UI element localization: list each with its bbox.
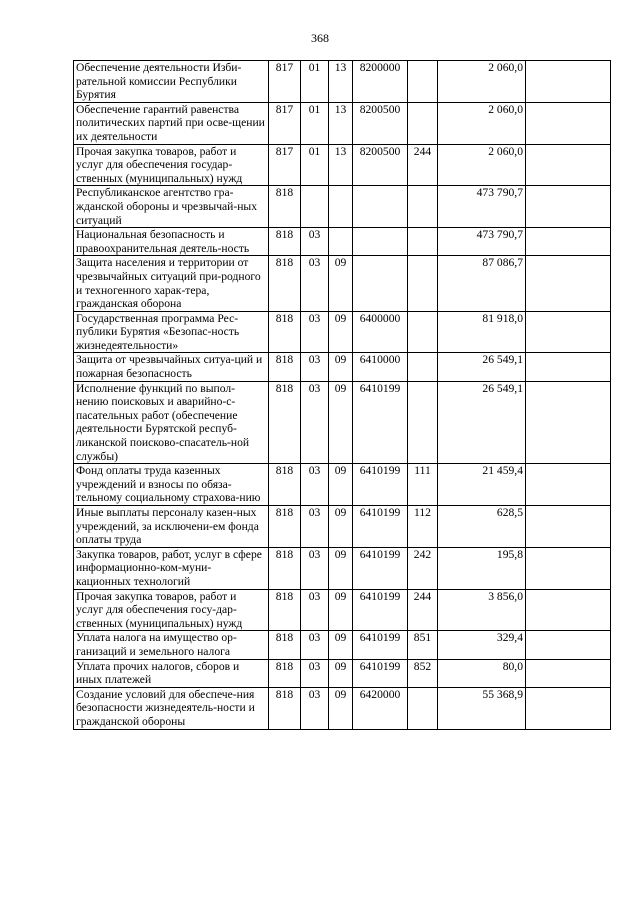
row-empty-cell	[526, 381, 611, 464]
table-row	[74, 228, 611, 256]
row-expense-type-cell: 112	[408, 506, 438, 548]
row-gr-code-cell: 818	[269, 547, 301, 589]
table-row	[74, 589, 611, 631]
row-section-code-cell: 03	[301, 464, 329, 506]
row-amount-cell: 2 060,0	[438, 102, 526, 144]
row-amount-cell: 55 368,9	[438, 687, 526, 729]
row-amount-cell: 195,8	[438, 547, 526, 589]
row-target-article-cell: 6400000	[353, 311, 408, 353]
row-expense-type-cell: 851	[408, 631, 438, 659]
row-expense-type-cell	[408, 186, 438, 228]
row-amount-cell: 21 459,4	[438, 464, 526, 506]
row-expense-type-cell	[408, 61, 438, 103]
row-empty-cell	[526, 353, 611, 381]
row-amount-cell: 87 086,7	[438, 256, 526, 311]
row-gr-code-cell: 818	[269, 687, 301, 729]
row-amount-cell: 329,4	[438, 631, 526, 659]
row-subsection-code-cell: 09	[329, 547, 353, 589]
row-name-cell: Уплата прочих налогов, сборов и иных платежей	[74, 659, 269, 687]
row-target-article-cell: 6410199	[353, 589, 408, 631]
row-gr-code-cell: 818	[269, 381, 301, 464]
row-target-article-cell: 6410199	[353, 381, 408, 464]
row-subsection-code-cell: 09	[329, 256, 353, 311]
row-name-cell: Прочая закупка товаров, работ и услуг для обеспечения госу-дар-ственных (муниципальных) нужд	[74, 589, 269, 631]
row-expense-type-cell	[408, 228, 438, 256]
row-section-code-cell: 03	[301, 311, 329, 353]
row-expense-type-cell: 242	[408, 547, 438, 589]
row-empty-cell	[526, 186, 611, 228]
row-name-cell: Создание условий для обеспече-ния безопасности жизнедеятель-ности и гражданской обороны	[74, 687, 269, 729]
row-target-article-cell: 6420000	[353, 687, 408, 729]
row-empty-cell	[526, 144, 611, 186]
row-name-cell: Обеспечение гарантий равенства политических партий при осве-щении их деятельности	[74, 102, 269, 144]
table-row	[74, 381, 611, 464]
row-section-code-cell: 03	[301, 228, 329, 256]
row-amount-cell: 26 549,1	[438, 353, 526, 381]
row-expense-type-cell: 111	[408, 464, 438, 506]
row-name-cell: Защита населения и территории от чрезвычайных ситуаций при-родного и техногенного харак-тера, гражданская оборона	[74, 256, 269, 311]
row-gr-code-cell: 818	[269, 256, 301, 311]
row-subsection-code-cell: 09	[329, 659, 353, 687]
table-row	[74, 144, 611, 186]
row-name-cell: Прочая закупка товаров, работ и услуг для обеспечения государ-ственных (муниципальных) нужд	[74, 144, 269, 186]
row-expense-type-cell	[408, 256, 438, 311]
table-row	[74, 506, 611, 548]
row-gr-code-cell: 817	[269, 144, 301, 186]
row-gr-code-cell: 817	[269, 61, 301, 103]
row-gr-code-cell: 818	[269, 506, 301, 548]
row-section-code-cell: 03	[301, 631, 329, 659]
row-name-cell: Обеспечение деятельности Изби-рательной комиссии Республики Бурятия	[74, 61, 269, 103]
row-name-cell: Уплата налога на имущество ор-ганизаций и земельного налога	[74, 631, 269, 659]
row-section-code-cell: 03	[301, 589, 329, 631]
table-row	[74, 687, 611, 729]
row-target-article-cell	[353, 228, 408, 256]
row-empty-cell	[526, 102, 611, 144]
row-expense-type-cell	[408, 311, 438, 353]
row-target-article-cell: 6410199	[353, 631, 408, 659]
row-target-article-cell: 8200500	[353, 102, 408, 144]
row-subsection-code-cell: 09	[329, 631, 353, 659]
row-gr-code-cell: 818	[269, 631, 301, 659]
row-amount-cell: 473 790,7	[438, 186, 526, 228]
row-gr-code-cell: 818	[269, 589, 301, 631]
table-row	[74, 464, 611, 506]
row-subsection-code-cell: 09	[329, 506, 353, 548]
row-gr-code-cell: 818	[269, 464, 301, 506]
row-subsection-code-cell	[329, 186, 353, 228]
row-gr-code-cell: 818	[269, 186, 301, 228]
row-name-cell: Фонд оплаты труда казенных учреждений и взносы по обяза-тельному социальному страхова-нию	[74, 464, 269, 506]
row-gr-code-cell: 818	[269, 353, 301, 381]
row-subsection-code-cell: 09	[329, 589, 353, 631]
table-row	[74, 311, 611, 353]
row-subsection-code-cell	[329, 228, 353, 256]
row-expense-type-cell	[408, 381, 438, 464]
row-empty-cell	[526, 256, 611, 311]
budget-table	[73, 60, 611, 730]
row-section-code-cell: 01	[301, 61, 329, 103]
row-gr-code-cell: 818	[269, 659, 301, 687]
row-section-code-cell: 03	[301, 547, 329, 589]
row-expense-type-cell: 244	[408, 589, 438, 631]
row-name-cell: Закупка товаров, работ, услуг в сфере информационно-ком-муни-кационных технологий	[74, 547, 269, 589]
row-name-cell: Национальная безопасность и правоохранительная деятель-ность	[74, 228, 269, 256]
row-name-cell: Защита от чрезвычайных ситуа-ций и пожарная безопасность	[74, 353, 269, 381]
table-row	[74, 186, 611, 228]
row-section-code-cell: 03	[301, 256, 329, 311]
row-gr-code-cell: 818	[269, 311, 301, 353]
table-row	[74, 256, 611, 311]
row-section-code-cell: 03	[301, 381, 329, 464]
row-section-code-cell: 03	[301, 506, 329, 548]
row-empty-cell	[526, 547, 611, 589]
row-empty-cell	[526, 589, 611, 631]
row-name-cell: Исполнение функций по выпол-нению поисковых и аварийно-с-пасательных работ (обеспечение деятельности Бурятской респуб-ликанской поисково-спасатель-ной службы)	[74, 381, 269, 464]
row-empty-cell	[526, 311, 611, 353]
row-empty-cell	[526, 464, 611, 506]
table-row	[74, 353, 611, 381]
row-target-article-cell: 8200000	[353, 61, 408, 103]
row-subsection-code-cell: 13	[329, 102, 353, 144]
row-expense-type-cell	[408, 102, 438, 144]
row-target-article-cell: 6410199	[353, 464, 408, 506]
row-amount-cell: 2 060,0	[438, 61, 526, 103]
row-section-code-cell: 01	[301, 144, 329, 186]
row-section-code-cell: 03	[301, 353, 329, 381]
page-number: 368	[311, 31, 329, 45]
row-expense-type-cell	[408, 353, 438, 381]
row-section-code-cell: 03	[301, 659, 329, 687]
row-target-article-cell: 6410199	[353, 659, 408, 687]
row-gr-code-cell: 817	[269, 102, 301, 144]
row-gr-code-cell: 818	[269, 228, 301, 256]
row-empty-cell	[526, 659, 611, 687]
row-empty-cell	[526, 631, 611, 659]
row-subsection-code-cell: 09	[329, 687, 353, 729]
table-row	[74, 61, 611, 103]
row-target-article-cell	[353, 256, 408, 311]
row-section-code-cell	[301, 186, 329, 228]
table-row	[74, 547, 611, 589]
row-target-article-cell: 8200500	[353, 144, 408, 186]
row-empty-cell	[526, 506, 611, 548]
row-section-code-cell: 03	[301, 687, 329, 729]
row-subsection-code-cell: 09	[329, 311, 353, 353]
row-name-cell: Республиканское агентство гра-жданской обороны и чрезвычай-ных ситуаций	[74, 186, 269, 228]
row-subsection-code-cell: 13	[329, 144, 353, 186]
row-expense-type-cell	[408, 687, 438, 729]
table-row	[74, 631, 611, 659]
row-section-code-cell: 01	[301, 102, 329, 144]
row-amount-cell: 80,0	[438, 659, 526, 687]
budget-table-body	[74, 61, 611, 730]
row-amount-cell: 473 790,7	[438, 228, 526, 256]
row-target-article-cell: 6410000	[353, 353, 408, 381]
row-empty-cell	[526, 228, 611, 256]
row-amount-cell: 26 549,1	[438, 381, 526, 464]
row-target-article-cell: 6410199	[353, 547, 408, 589]
row-expense-type-cell: 852	[408, 659, 438, 687]
row-amount-cell: 3 856,0	[438, 589, 526, 631]
row-empty-cell	[526, 61, 611, 103]
table-row	[74, 102, 611, 144]
table-row	[74, 659, 611, 687]
row-empty-cell	[526, 687, 611, 729]
row-name-cell: Иные выплаты персоналу казен-ных учреждений, за исключени-ем фонда оплаты труда	[74, 506, 269, 548]
row-amount-cell: 2 060,0	[438, 144, 526, 186]
row-target-article-cell: 6410199	[353, 506, 408, 548]
row-amount-cell: 628,5	[438, 506, 526, 548]
row-subsection-code-cell: 09	[329, 464, 353, 506]
row-name-cell: Государственная программа Рес-публики Бурятия «Безопас-ность жизнедеятельности»	[74, 311, 269, 353]
row-subsection-code-cell: 09	[329, 353, 353, 381]
row-amount-cell: 81 918,0	[438, 311, 526, 353]
row-target-article-cell	[353, 186, 408, 228]
row-subsection-code-cell: 13	[329, 61, 353, 103]
row-subsection-code-cell: 09	[329, 381, 353, 464]
row-expense-type-cell: 244	[408, 144, 438, 186]
